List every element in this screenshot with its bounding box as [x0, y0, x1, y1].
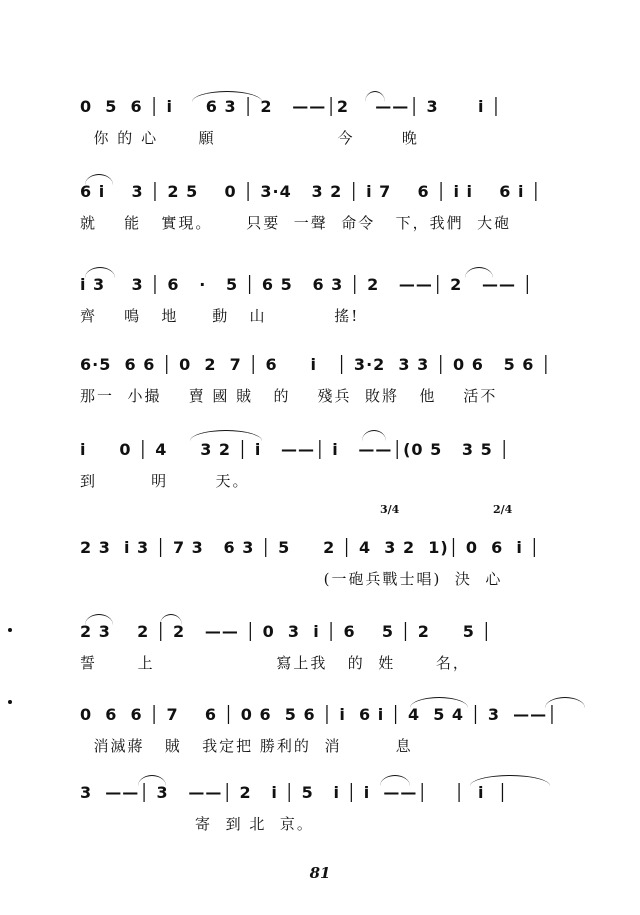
lyrics-line: 就 能 實現。 只要 一聲 命令 下，我們 大砲 — [80, 214, 512, 232]
lyrics-line: 你 的 心 願 今 晚 — [80, 129, 419, 147]
music-system-3 — [0, 275, 640, 355]
notation-line: 2 3 i 3 │ 7 3 6 3 │ 5 2 │ 4 3 2 1)│ 0 6 i │ — [80, 538, 541, 557]
music-system-2 — [0, 182, 640, 262]
lyrics-line: 到 明 天。 — [80, 472, 250, 490]
time-signatures — [80, 503, 600, 519]
music-system-9 — [0, 783, 640, 863]
music-system-1 — [0, 97, 640, 177]
notation-line: 3 ——│ 3 ——│ 2 i │ 5 i │ i ——│ │ i │ — [80, 783, 509, 802]
notation-line: 2 3 2 │ 2 —— │ 0 3 i │ 6 5 │ 2 5 │ — [80, 622, 493, 641]
lyrics-line: 誓 上 寫上我 的 姓 名， — [80, 654, 470, 672]
lyrics-line: 消滅蔣 賊 我定把 勝利的 消 息 — [80, 737, 413, 755]
music-system-7 — [0, 622, 640, 702]
lyrics-line: 寄 到 北 京。 — [80, 815, 314, 833]
lyrics-line: (一砲兵戰士唱) 決 心 — [80, 570, 503, 588]
notation-line: 0 5 6 │ i 6 3 │ 2 ——│2 ——│ 3 i │ — [80, 97, 502, 116]
notation-line: i 3 3 │ 6 · 5 │ 6 5 6 3 │ 2 ——│ 2 —— │ — [80, 275, 534, 294]
notation-line: 0 6 6 │ 7 6 │ 0 6 5 6 │ i 6 i │ 4 5 4 │ 3 ——│ — [80, 705, 558, 724]
lyrics-line: 齊 鳴 地 動 山 搖! — [80, 307, 360, 325]
time-signature: 2/4 — [493, 503, 513, 516]
lyrics-line: 那一 小撮 賣 國 賊 的 殘兵 敗將 他 活不 — [80, 387, 498, 405]
notation-line: i 0 │ 4 3 2 │ i ——│ i ——│(0 5 3 5 │ — [80, 440, 510, 459]
page-number: 81 — [309, 864, 331, 882]
notation-line: 6 i 3 │ 2 5 0 │ 3·4 3 2 │ i 7 6 │ i i 6 i │ — [80, 182, 542, 201]
music-system-4 — [0, 355, 640, 435]
music-system-6 — [0, 538, 640, 618]
time-signature: 3/4 — [380, 503, 400, 516]
notation-line: 6·5 6 6 │ 0 2 7 │ 6 i │ 3·2 3 3 │ 0 6 5 6 │ — [80, 355, 552, 374]
music-system-8 — [0, 705, 640, 785]
